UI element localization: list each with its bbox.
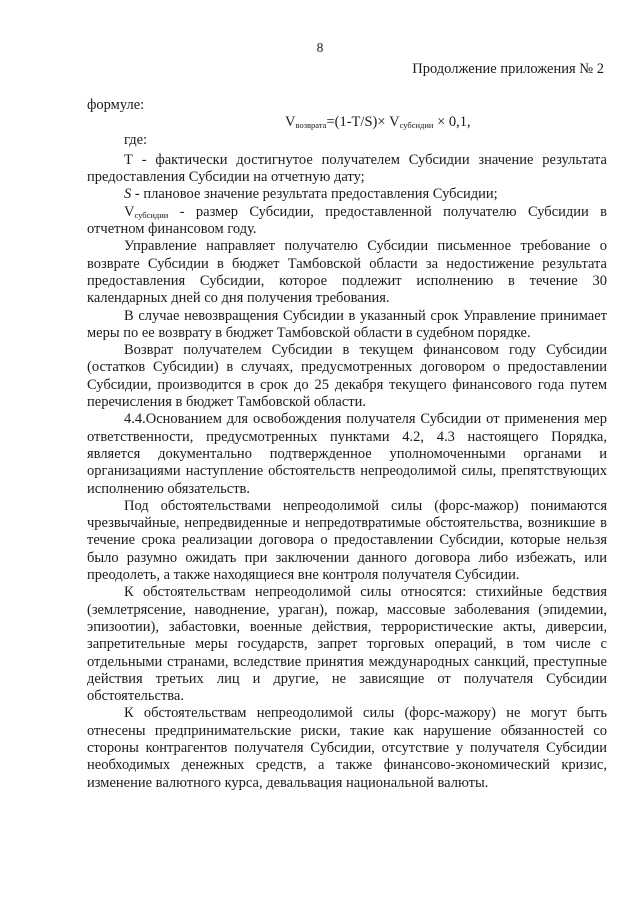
intro-text: формуле: [87, 97, 145, 113]
definition-t: Т - фактически достигнутое получателем Субсидии значение результата предоставления Субсидии на отчетную дату; [87, 151, 607, 186]
formula-rhs-subscript: субсидии [399, 120, 434, 131]
definition-v-text: - размер Субсидии, предоставленной получателю Субсидии в отчетном финансовом году. [87, 203, 607, 238]
paragraph: Управление направляет получателю Субсидии письменное требование о возврате Субсидии в бюджет Тамбовской области за недостижение результата предоставления Субсидии, которое подлежит исполнению в течение 30 календарных дней со дня получения требования. [87, 238, 607, 307]
formula-tail: × 0,1, [433, 114, 471, 131]
formula-lhs-subscript: возврата [295, 120, 327, 131]
definition-s-text: - плановое значение результата предоставления Субсидии; [131, 186, 498, 203]
document-body [87, 97, 607, 792]
continuation-label: Продолжение приложения № 2 [412, 61, 604, 77]
paragraph: К обстоятельствам непреодолимой силы (форс-мажору) не могут быть отнесены предпринимательские риски, такие как нарушение обязанностей со стороны контрагентов получателя Субсидии, отсутствие у получателя Субсидии необходимых денежных средств, а также финансово-экономический кризис, изменение валютного курса, девальвация национальной валюты. [87, 705, 607, 791]
definition-s-symbol: S [124, 186, 132, 203]
page-number: 8 [316, 40, 324, 55]
refund-formula [87, 114, 607, 131]
paragraph: К обстоятельствам непреодолимой силы относятся: стихийные бедствия (землетрясение, наводнение, ураган), пожар, массовые заболевания (эпидемии, эпизоотии), забастовки, военные действия, террористические акты, диверсии, запретительные меры государств, запрет торговых операций, в том числе с отдельными странами, вследствие принятия международных санкций, преступные действия третьих лиц и другие, не зависящие от получателя Субсидии обстоятельства. [87, 584, 607, 705]
paragraph: Под обстоятельствами непреодолимой силы (форс-мажор) понимаются чрезвычайные, непредвиденные и непредотвратимые обстоятельства, возникшие в течение срока реализации договора о предоставлении Субсидии, которые нельзя было разумно ожидать при заключении данного договора либо избежать, или преодолеть, а также находящиеся вне контроля получателя Субсидии. [87, 497, 607, 584]
paragraph: В случае невозвращения Субсидии в указанный срок Управление принимает меры по ее возврату в бюджет Тамбовской области в судебном порядке. [87, 307, 607, 341]
paragraph: 4.4.Основанием для освобождения получателя Субсидии от применения мер ответственности, предусмотренных пунктами 4.2, 4.3 настоящего Порядка, является документально подтвержденное уполномоченными органами и организациями наступление обстоятельств непреодолимой силы, препятствующих исполнению обязательств. [87, 411, 607, 497]
paragraph: Возврат получателем Субсидии в текущем финансовом году Субсидии (остатков Субсидии) в случаях, предусмотренных договором о предоставлении Субсидии, производится в срок до 25 декабря текущего финансового года путем перечисления в бюджет Тамбовской области. [87, 342, 607, 411]
formula-middle: =(1-T/S)× V [326, 114, 400, 131]
definition-v-subscript: субсидии [134, 209, 169, 220]
definition-v-symbol: V [124, 203, 135, 220]
formula-lhs-symbol: V [285, 114, 296, 131]
definition-s [87, 186, 607, 203]
where-label: где: [124, 131, 148, 148]
definition-v [87, 204, 607, 239]
